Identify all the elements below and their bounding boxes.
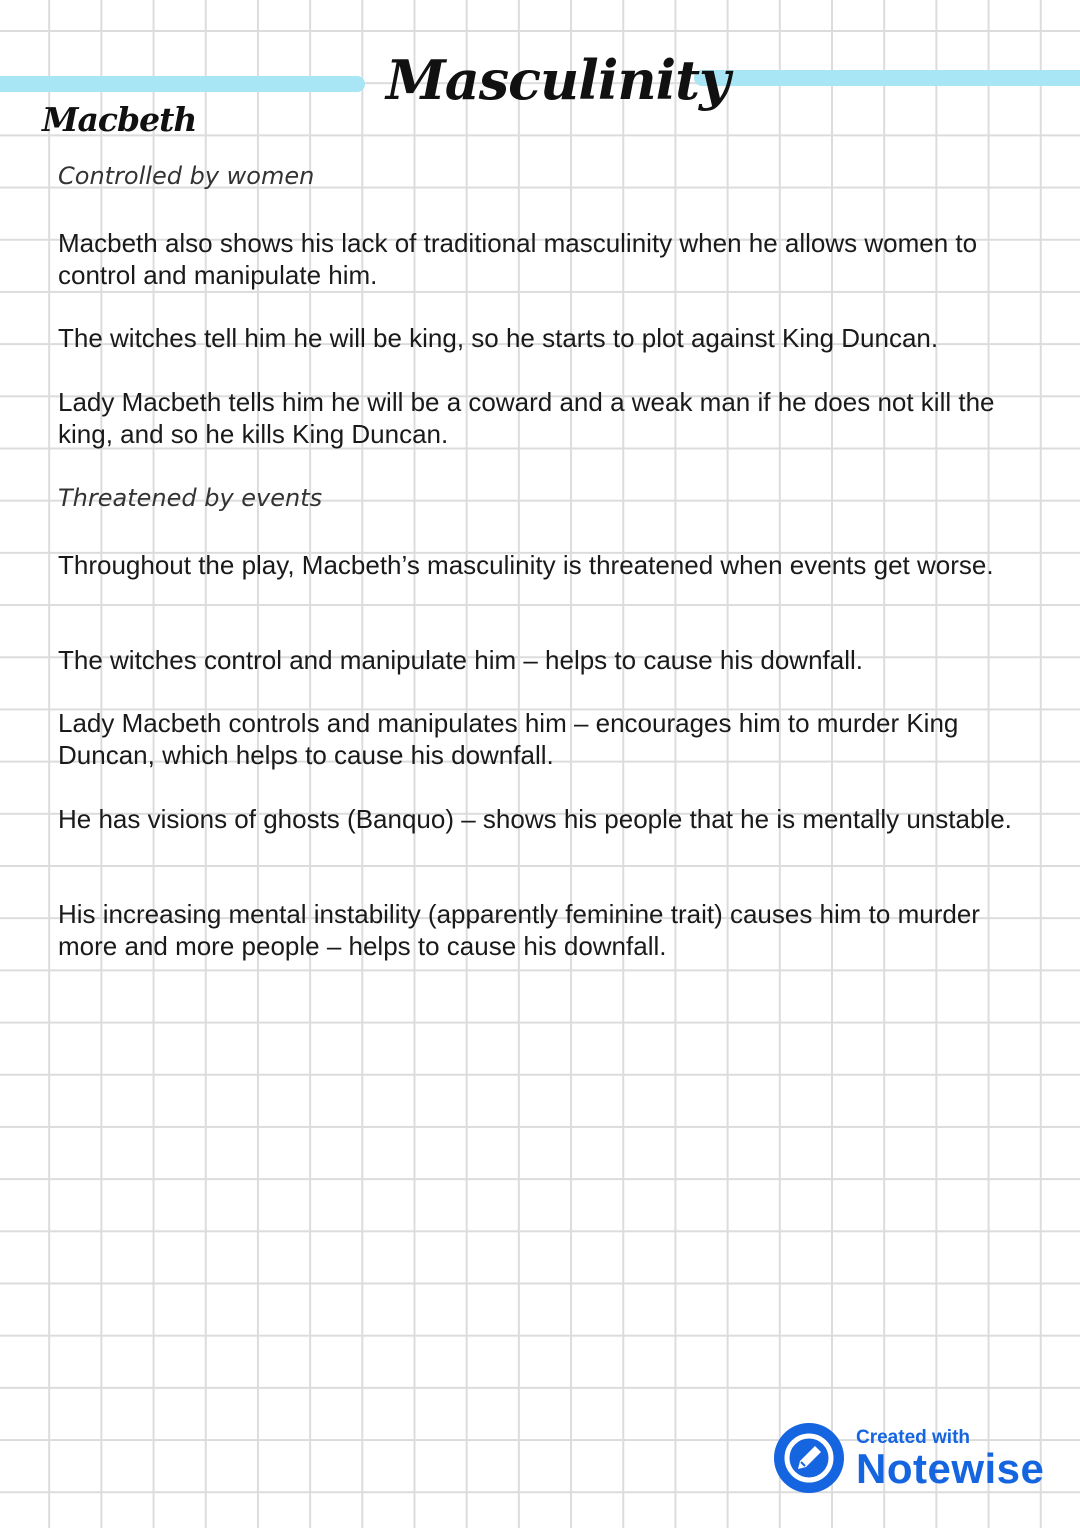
subheading-threatened: Threatened by events bbox=[58, 484, 323, 512]
paragraph: Throughout the play, Macbeth’s masculinity is threatened when events get worse. bbox=[58, 550, 994, 580]
page-title: Masculinity bbox=[386, 48, 730, 112]
notewise-badge bbox=[774, 1423, 1064, 1503]
pencil-icon bbox=[774, 1423, 844, 1493]
paragraph: He has visions of ghosts (Banquo) – shows his people that he is mentally unstable. bbox=[58, 804, 1012, 834]
title-decoration-right bbox=[694, 70, 1080, 86]
subheading-controlled: Controlled by women bbox=[58, 162, 315, 190]
created-with-label: Created with bbox=[856, 1427, 971, 1448]
title-decoration-left bbox=[0, 76, 365, 92]
paragraph: The witches tell him he will be king, so he starts to plot against King Duncan. bbox=[58, 323, 939, 353]
paragraph: His increasing mental instability (apparently feminine trait) causes him to murder more and more people – helps to cause his downfall. bbox=[58, 899, 980, 961]
paragraph: Lady Macbeth controls and manipulates him – encourages him to murder King Duncan, which helps to cause his downfall. bbox=[58, 708, 959, 770]
paragraph: Macbeth also shows his lack of traditional masculinity when he allows women to control and manipulate him. bbox=[58, 228, 978, 290]
section-heading: Macbeth bbox=[42, 100, 197, 139]
brand-name: Notewise bbox=[856, 1445, 1045, 1492]
paragraph: Lady Macbeth tells him he will be a coward and a weak man if he does not kill the king, and so he kills King Duncan. bbox=[58, 387, 995, 449]
paragraph: The witches control and manipulate him – helps to cause his downfall. bbox=[58, 645, 863, 675]
